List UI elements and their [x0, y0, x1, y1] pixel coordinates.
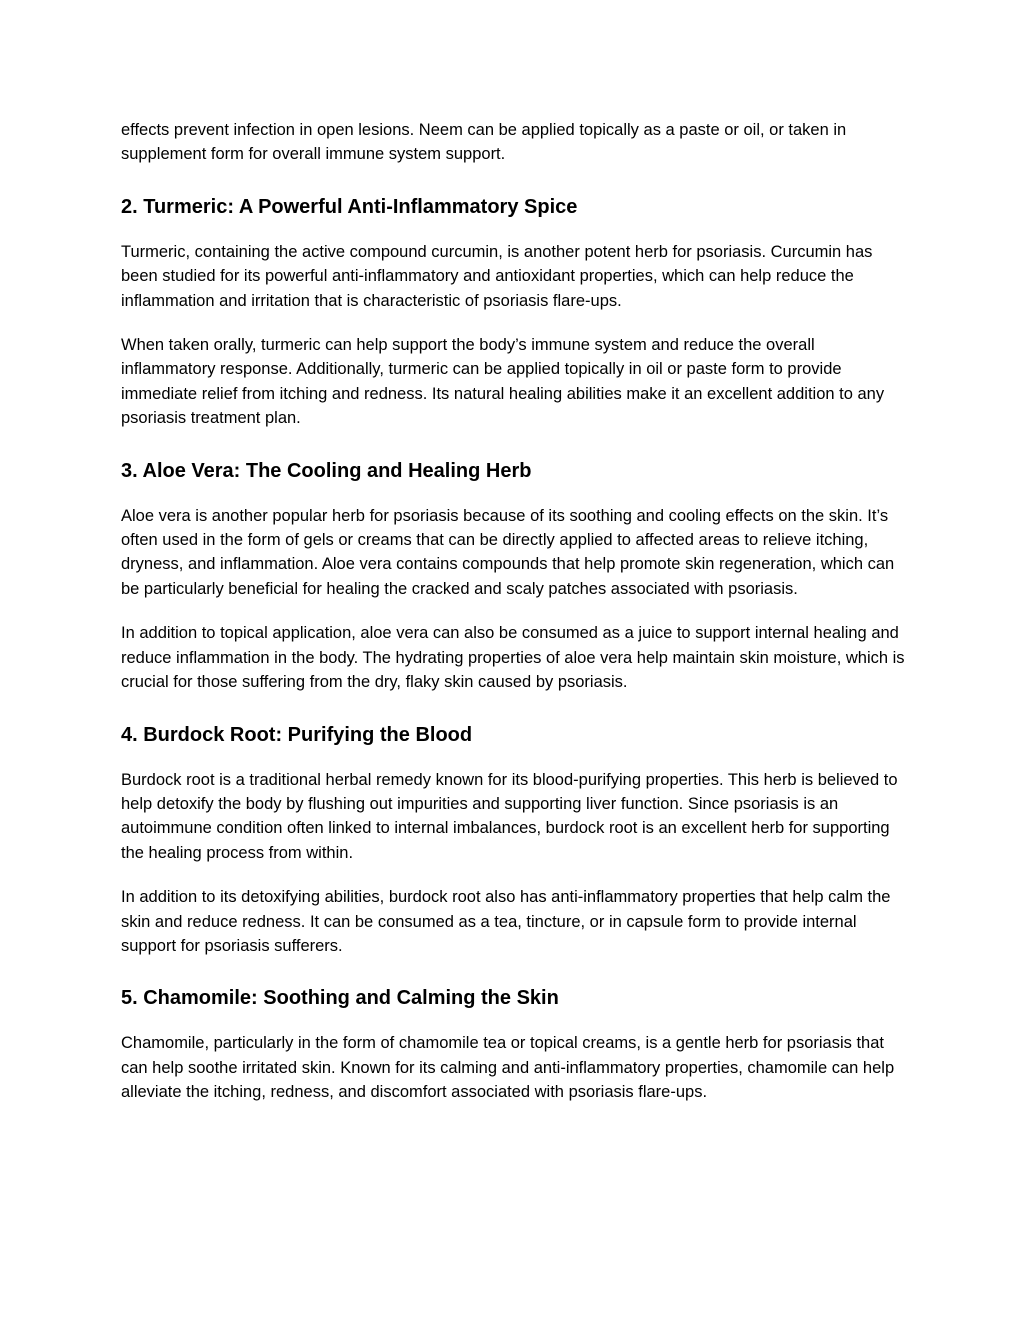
paragraph-neem-continued: effects prevent infection in open lesions. Neem can be applied topically as a paste or oil, or taken in supplement form for overall immune system support.	[121, 121, 847, 164]
paragraph-burdock-root-usage: In addition to its detoxifying abilities, burdock root also has anti-inflammatory properties that help calm the skin and reduce redness. It can be consumed as a tea, tincture, or in capsule form to provide internal support for psoriasis sufferers.	[121, 888, 891, 955]
heading-burdock-root: 4. Burdock Root: Purifying the Blood	[121, 723, 473, 746]
paragraph-chamomile-intro: Chamomile, particularly in the form of chamomile tea or topical creams, is a gentle herb for psoriasis that can help soothe irritated skin. Known for its calming and anti-inflammatory properties, chamomile can help alleviate the itching, redness, and discomfort associated with psoriasis flare-ups.	[121, 1034, 895, 1102]
paragraph-burdock-root-intro: Burdock root is a traditional herbal remedy known for its blood-purifying properties. This herb is believed to help detoxify the body by flushing out impurities and supporting liver function. Since psoriasis is an autoimmune condition often linked to internal imbalances, burdock root is an excellent herb for supporting the healing process from within.	[121, 770, 898, 862]
heading-chamomile: 5. Chamomile: Soothing and Calming the Skin	[121, 987, 559, 1010]
paragraph-turmeric-intro: Turmeric, containing the active compound curcumin, is another potent herb for psoriasis. Curcumin has been studied for its powerful anti-inflammatory and antioxidant properties, which can help reduce the inflammation and irritation that is characteristic of psoriasis flare-ups.	[121, 242, 873, 310]
heading-turmeric: 2. Turmeric: A Powerful Anti-Inflammatory Spice	[121, 195, 578, 218]
paragraph-aloe-vera-intro: Aloe vera is another popular herb for psoriasis because of its soothing and cooling effects on the skin. It’s often used in the form of gels or creams that can be directly applied to affected areas to relieve itching, dryness, and inflammation. Aloe vera contains compounds that help promote skin regeneration, which can be particularly beneficial for healing the cracked and scaly patches associated with psoriasis.	[121, 506, 895, 598]
document-body	[121, 118, 911, 1105]
paragraph-turmeric-usage: When taken orally, turmeric can help support the body’s immune system and reduce the overall inflammatory response. Additionally, turmeric can be applied topically in oil or paste form to provide immediate relief from itching and redness. Its natural healing abilities make it an excellent addition to any psoriasis treatment plan.	[121, 336, 885, 428]
paragraph-aloe-vera-usage: In addition to topical application, aloe vera can also be consumed as a juice to support internal healing and reduce inflammation in the body. The hydrating properties of aloe vera help maintain skin moisture, which is crucial for those suffering from the dry, flaky skin caused by psoriasis.	[121, 624, 905, 692]
heading-aloe-vera: 3. Aloe Vera: The Cooling and Healing Herb	[121, 459, 532, 482]
